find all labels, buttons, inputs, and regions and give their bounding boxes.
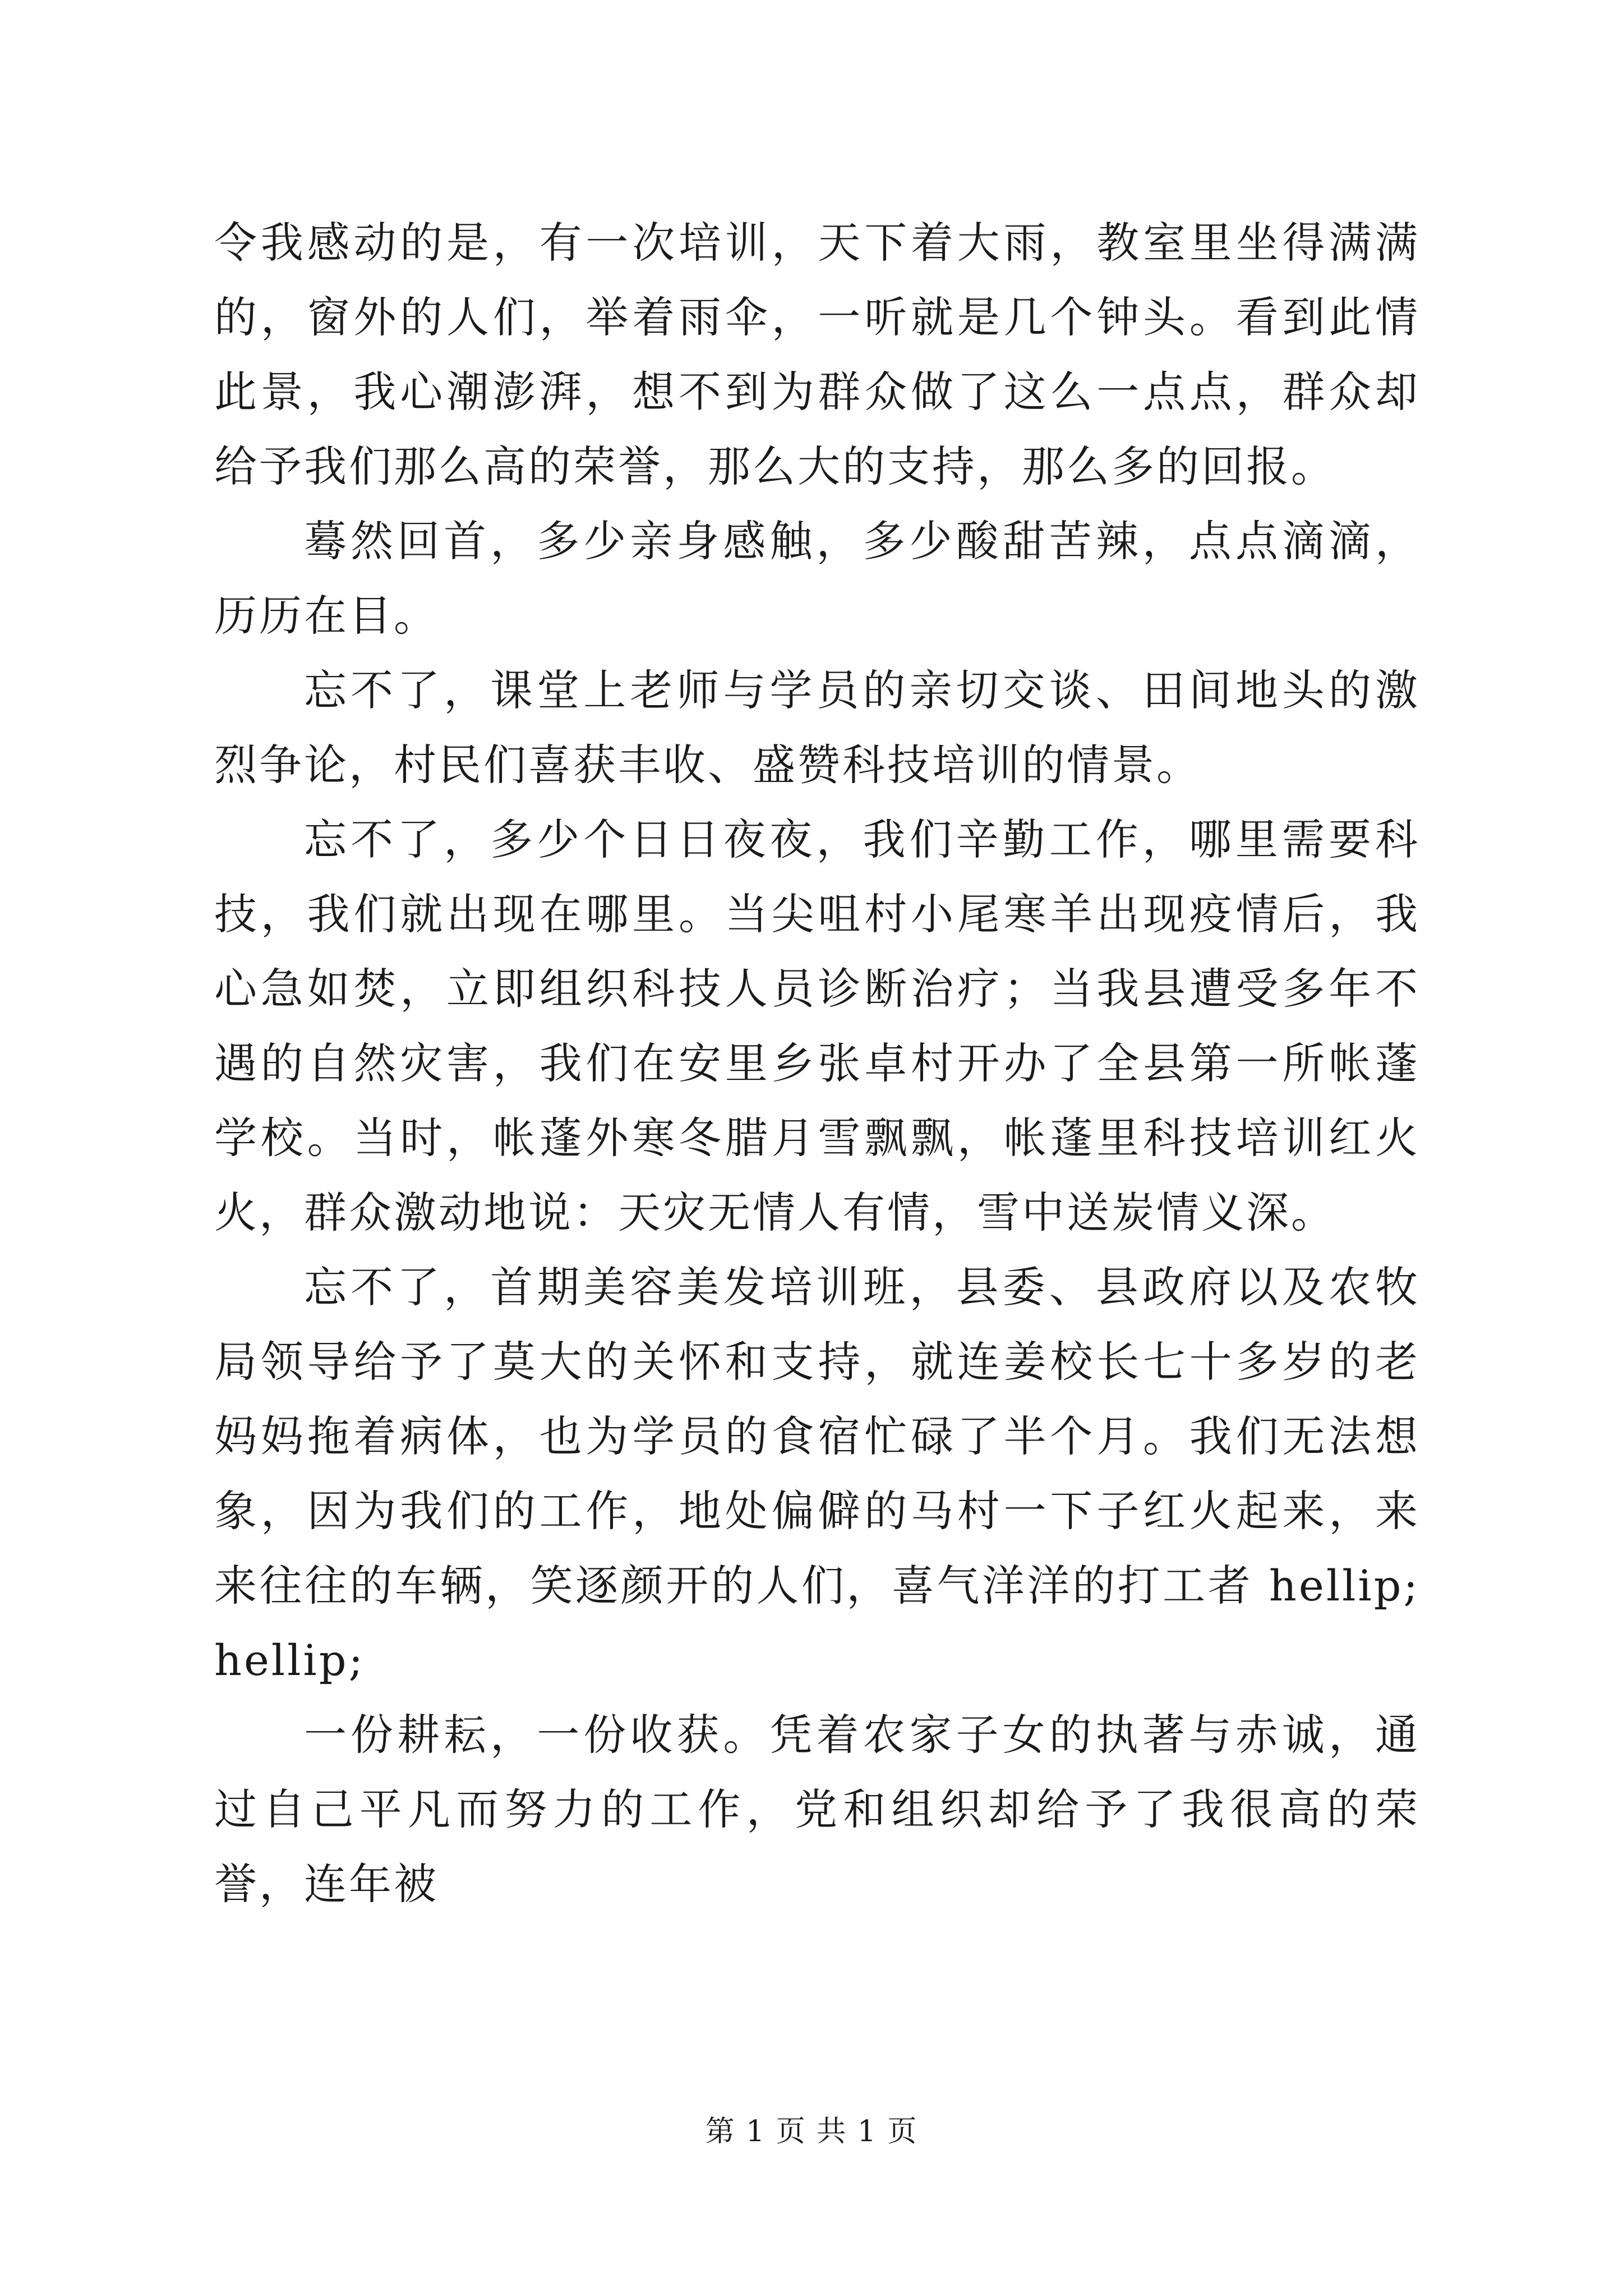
paragraph-4: 忘不了，多少个日日夜夜，我们辛勤工作，哪里需要科技，我们就出现在哪里。当尖咀村小尾寒羊出现疫情后，我心急如焚，立即组织科技人员诊断治疗；当我县遭受多年不遇的自然灾害，我们在安里乡张卓村开办了全县第一所帐蓬学校。当时，帐蓬外寒冬腊月雪飘飘，帐蓬里科技培训红火火，群众激动地说：天灾无情人有情，雪中送炭情义深。 xyxy=(214,815,1420,1237)
document-body xyxy=(214,205,1420,1921)
paragraph-2: 蓦然回首，多少亲身感触，多少酸甜苦辣，点点滴滴，历历在目。 xyxy=(214,516,1420,641)
paragraph-6: 一份耕耘，一份收获。凭着农家子女的执著与赤诚，通过自己平凡而努力的工作，党和组织却给予了我很高的荣誉，连年被 xyxy=(214,1710,1420,1909)
paragraph-3: 忘不了，课堂上老师与学员的亲切交谈、田间地头的激烈争论，村民们喜获丰收、盛赞科技培训的情景。 xyxy=(214,665,1420,790)
page-number-footer: 第 1 页 共 1 页 xyxy=(705,2115,918,2148)
paragraph-1: 令我感动的是，有一次培训，天下着大雨，教室里坐得满满的，窗外的人们，举着雨伞，一听就是几个钟头。看到此情此景，我心潮澎湃，想不到为群众做了这么一点点，群众却给予我们那么高的荣誉，那么大的支持，那么多的回报。 xyxy=(214,218,1420,491)
paragraph-5: 忘不了，首期美容美发培训班，县委、县政府以及农牧局领导给予了莫大的关怀和支持，就连姜校长七十多岁的老妈妈拖着病体，也为学员的食宿忙碌了半个月。我们无法想象，因为我们的工作，地处偏僻的马村一下子红火起来，来来往往的车辆，笑逐颜开的人们，喜气洋洋的打工者 hellip;hellip; xyxy=(214,1262,1420,1685)
